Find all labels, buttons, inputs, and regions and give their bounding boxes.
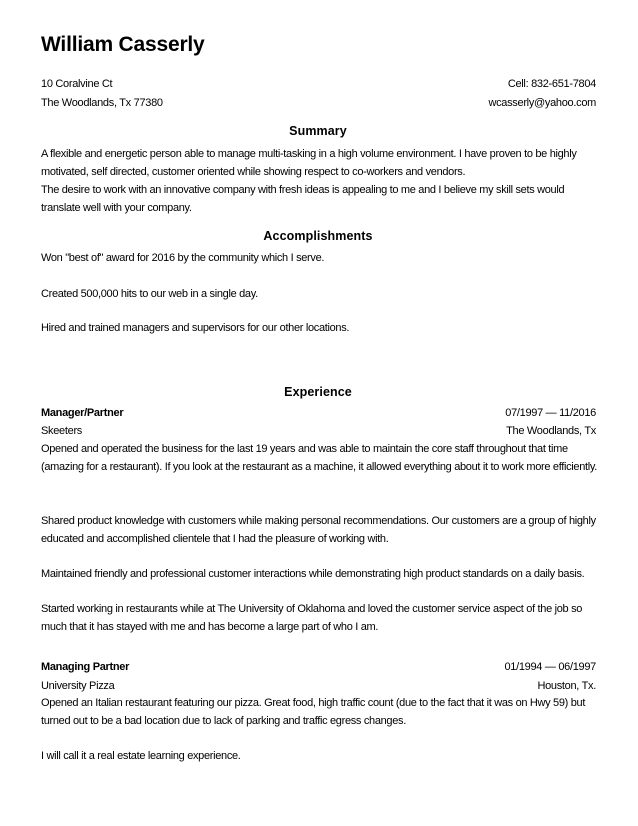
summary-paragraph-2: The desire to work with an innovative company with fresh ideas is appealing to me and I believe my skill sets would translate well with your company. <box>41 184 565 214</box>
job-company: Skeeters <box>41 425 83 437</box>
job-location: The Woodlands, Tx <box>506 425 596 437</box>
email-address: wcasserly@yahoo.com <box>488 97 596 109</box>
job-company-row <box>41 680 596 692</box>
job-description-paragraph: Started working in restaurants while at The University of Oklahoma and loved the customer service aspect of the job so much that it has stayed with me and has become a large part of who I am. <box>41 603 583 633</box>
experience-heading: Experience <box>284 385 352 399</box>
address-line-1: 10 Coralvine Ct <box>41 78 113 90</box>
job-dates: 01/1994 — 06/1997 <box>504 661 596 673</box>
accomplishment-item: Created 500,000 hits to our web in a single day. <box>41 288 258 300</box>
job-title-row <box>41 661 596 673</box>
address-line-2: The Woodlands, Tx 77380 <box>41 97 163 109</box>
summary-heading: Summary <box>289 124 347 138</box>
job-title: Manager/Partner <box>41 407 124 419</box>
job-title: Managing Partner <box>41 661 130 673</box>
job-company: University Pizza <box>41 680 115 692</box>
resume-page <box>40 0 596 826</box>
phone-number: Cell: 832-651-7804 <box>507 78 596 90</box>
job-description-paragraph: Shared product knowledge with customers while making personal recommendations. Our customers are a group of highly educated and accomplished clientele that I had the pleasure of working with. <box>41 515 596 545</box>
contact-row-2 <box>41 97 596 109</box>
job-location: Houston, Tx. <box>537 680 596 692</box>
job-description-paragraph: I will call it a real estate learning experience. <box>41 750 241 762</box>
job-company-row <box>41 425 596 437</box>
accomplishment-item: Hired and trained managers and supervisors for our other locations. <box>41 322 350 334</box>
accomplishment-item: Won "best of" award for 2016 by the community which I serve. <box>41 252 325 264</box>
candidate-name: William Casserly <box>41 33 205 56</box>
job-description-paragraph: Maintained friendly and professional customer interactions while demonstrating high product standards on a daily basis. <box>41 568 585 580</box>
contact-row-1 <box>41 78 596 90</box>
job-dates: 07/1997 — 11/2016 <box>505 407 596 419</box>
accomplishments-heading: Accomplishments <box>263 229 373 243</box>
job-description-paragraph: Opened an Italian restaurant featuring our pizza. Great food, high traffic count (due to the fact that it was on Hwy 59) but turned out to be a bad location due to lack of parking and traffic egress changes. <box>41 697 586 727</box>
job-title-row <box>41 407 596 419</box>
job-description-paragraph: Opened and operated the business for the last 19 years and was able to maintain the core staff throughout that time (amazing for a restaurant). If you look at the restaurant as a machine, it allowed everything about it to work more efficiently. <box>41 443 597 473</box>
summary-paragraph-1: A flexible and energetic person able to manage multi-tasking in a high volume environment. I have proven to be highly motivated, self directed, customer oriented while showing respect to co-workers and vendors. <box>41 148 577 178</box>
